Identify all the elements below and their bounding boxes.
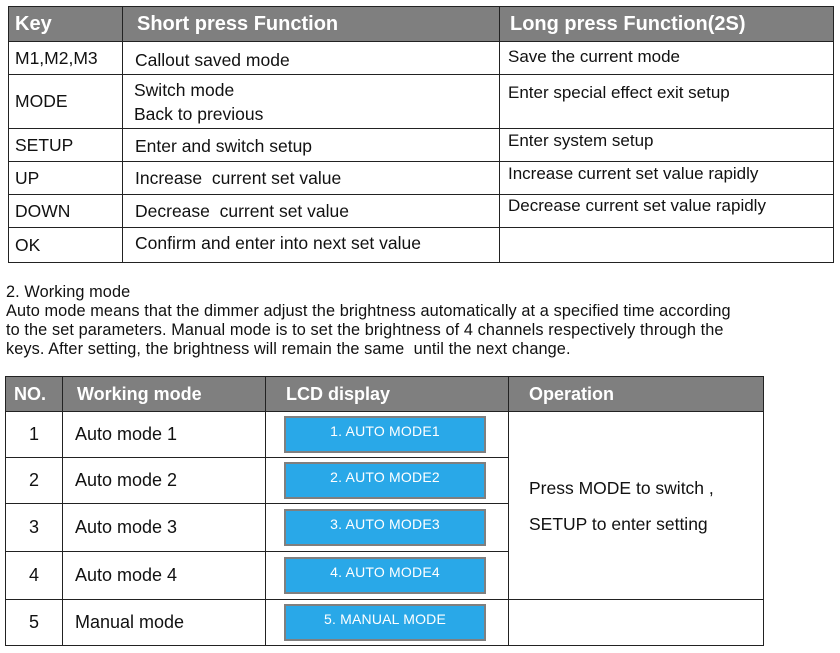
section-heading: 2. Working mode <box>6 283 131 301</box>
short-press-text: Enter and switch setup <box>135 136 313 156</box>
header-operation: Operation <box>509 377 764 412</box>
working-mode-table <box>5 376 764 646</box>
mode-number: 1 <box>6 412 63 458</box>
table-row <box>9 162 834 195</box>
short-press-text: Back to previous <box>134 103 264 124</box>
section-paragraph-line: to the set parameters. Manual mode is to set the brightness of 4 channels respectively through the <box>6 321 724 339</box>
short-press-cell <box>123 228 500 263</box>
table-row <box>9 228 834 263</box>
table-row <box>9 129 834 162</box>
mode-name: Auto mode 2 <box>63 458 266 504</box>
working-mode-section <box>6 283 836 359</box>
short-press-cell <box>123 129 500 162</box>
long-press-cell <box>500 228 834 263</box>
long-press-cell: Enter special effect exit setup <box>500 75 834 129</box>
operation-cell <box>509 412 764 600</box>
header-working-mode: Working mode <box>63 377 266 412</box>
long-press-cell: Increase current set value rapidly <box>500 162 834 195</box>
short-press-text: Confirm and enter into next set value <box>135 233 421 253</box>
lcd-cell <box>266 504 509 552</box>
short-press-cell <box>123 75 500 129</box>
key-function-table <box>8 6 834 263</box>
long-press-cell: Enter system setup <box>500 129 834 162</box>
key-cell: MODE <box>9 75 123 129</box>
long-press-cell: Save the current mode <box>500 42 834 75</box>
section-paragraph-line: keys. After setting, the brightness will remain the same until the next change. <box>6 340 571 358</box>
table-header-row <box>6 377 764 412</box>
key-cell: M1,M2,M3 <box>9 42 123 75</box>
lcd-cell <box>266 552 509 600</box>
mode-number: 4 <box>6 552 63 600</box>
header-short-press: Short press Function <box>123 7 500 42</box>
short-press-text: Switch mode <box>134 79 235 100</box>
mode-name: Auto mode 3 <box>63 504 266 552</box>
mode-name: Auto mode 1 <box>63 412 266 458</box>
table-row <box>9 195 834 228</box>
key-cell: OK <box>9 228 123 263</box>
table-header-row <box>9 7 834 42</box>
header-lcd-display: LCD display <box>266 377 509 412</box>
mode-number: 2 <box>6 458 63 504</box>
table-row <box>9 42 834 75</box>
section-paragraph-line: Auto mode means that the dimmer adjust the brightness automatically at a specified time according <box>6 302 731 320</box>
operation-empty-cell <box>509 600 764 646</box>
table-row <box>9 75 834 129</box>
short-press-cell <box>123 195 500 228</box>
lcd-cell <box>266 412 509 458</box>
operation-line: SETUP to enter setting <box>529 513 708 534</box>
header-long-press: Long press Function(2S) <box>500 7 834 42</box>
header-no: NO. <box>6 377 63 412</box>
short-press-cell <box>123 42 500 75</box>
long-press-cell: Decrease current set value rapidly <box>500 195 834 228</box>
key-cell: UP <box>9 162 123 195</box>
short-press-text: Callout saved mode <box>135 49 290 70</box>
short-press-cell <box>123 162 500 195</box>
lcd-cell <box>266 600 509 646</box>
table-row <box>6 412 764 458</box>
mode-name: Auto mode 4 <box>63 552 266 600</box>
lcd-display: 2. AUTO MODE2 <box>284 462 486 499</box>
mode-name: Manual mode <box>63 600 266 646</box>
table-row <box>6 600 764 646</box>
operation-line: Press MODE to switch , <box>529 477 714 498</box>
key-cell: SETUP <box>9 129 123 162</box>
lcd-display: 5. MANUAL MODE <box>284 604 486 641</box>
short-press-text: Decrease current set value <box>135 201 349 221</box>
mode-number: 3 <box>6 504 63 552</box>
key-cell: DOWN <box>9 195 123 228</box>
mode-number: 5 <box>6 600 63 646</box>
lcd-display: 1. AUTO MODE1 <box>284 416 486 453</box>
lcd-display: 4. AUTO MODE4 <box>284 557 486 594</box>
short-press-text: Increase current set value <box>135 168 342 188</box>
lcd-cell <box>266 458 509 504</box>
lcd-display: 3. AUTO MODE3 <box>284 509 486 546</box>
header-key: Key <box>9 7 123 42</box>
